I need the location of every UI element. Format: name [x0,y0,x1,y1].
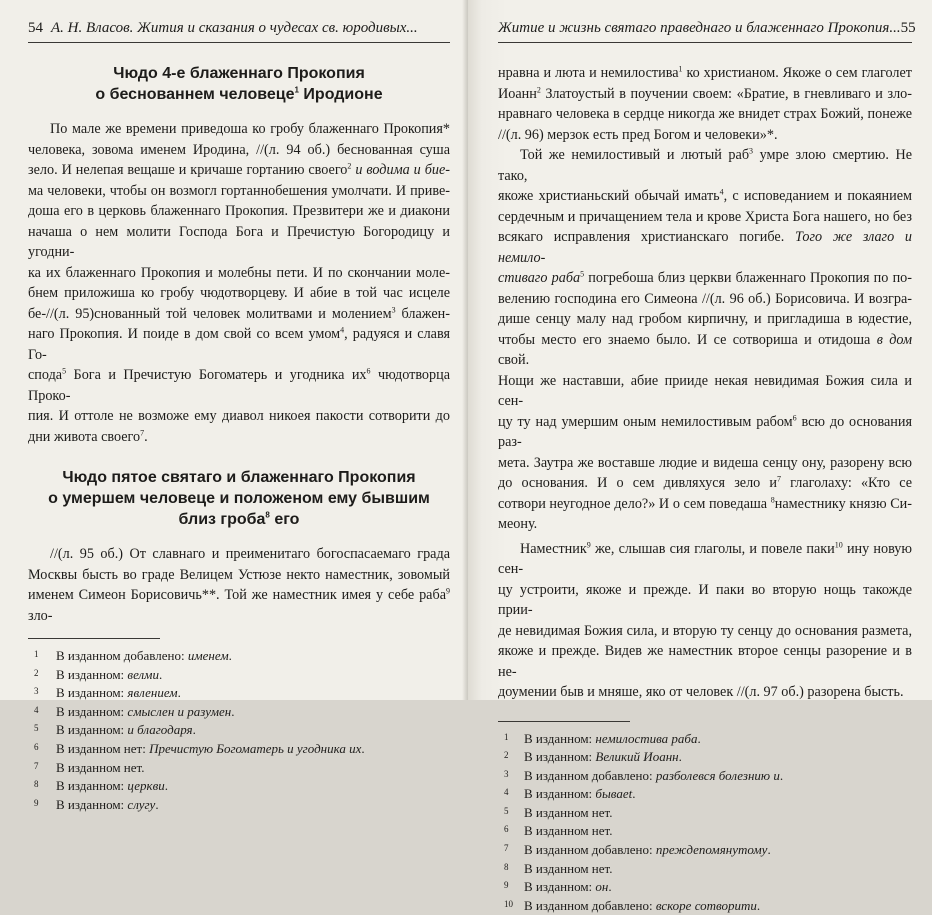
paragraph-line: меону. [498,514,912,535]
footnote-punct: . [231,704,234,719]
heading-line: Чюдо 4-е блаженнаго Прокопия [28,63,450,84]
footnote-variant: смыслен и разумен [127,704,231,719]
text: Иоанн [498,86,537,102]
footnote-punct: . [679,749,682,764]
left-footnotes [28,647,450,814]
left-page-number: 54 [28,20,43,36]
footnote [28,647,450,666]
paragraph-line: По мале же времени приведоша ко гробу блаженнаго Прокопия* [28,119,450,140]
text: чюдотворца Проко- [28,367,450,404]
paragraph-line: //(л. 96) мерзок есть пред Богом и человеки»*. [498,125,912,146]
paragraph-line [28,160,450,181]
footnote [498,748,912,767]
text: Того же злаго и немило- [498,229,912,266]
text: до основания. И о сем дивляхуся зело и [498,475,777,491]
footnote-ref: 4 [720,187,724,196]
footnote-ref: 5 [580,269,584,278]
footnote-variant: велми [127,667,159,682]
footnote-number: 8 [34,775,56,794]
footnote [498,767,912,786]
heading-line: о умершем человеце и положеном ему бывшим [28,488,450,509]
footnote-text: В изданном: [524,786,595,801]
right-footnotes [498,730,912,915]
footnote [28,759,450,778]
footnote-number: 7 [504,839,524,858]
paragraph-line: бнем приложиша ко гробу чюдотворцеву. И абие в той час исцеле [28,283,450,304]
footnote-ref: 2 [347,161,351,170]
footnote-text: В изданном добавлено: [524,842,656,857]
text: наго Прокопия. И поиде в дом свой со всем умом [28,326,340,342]
paragraph-line: доумении быв и мняше, яко от человек //(л. 97 об.) разорена бысть. [498,682,912,703]
paragraph-line: мета. Заутра же воставше людие и видеша сенцу ону, разорену всю [498,453,912,474]
paragraph-line: пия. И оттоле не возможе ему диавол никоея пакости сотворити до [28,406,450,427]
text: в дом [877,332,912,348]
footnote [28,666,450,685]
footnote-text: В изданном добавлено: [524,768,656,783]
footnote-number: 10 [504,895,524,914]
footnote-ref: 5 [62,366,66,375]
text: ко христианом. Якоже о сем глаголет [683,65,912,81]
footnote-ref: 6 [367,366,371,375]
footnote [498,878,912,897]
paragraph-line [498,494,912,515]
footnote-ref: 7 [140,428,144,437]
footnote-ref: 8 [771,495,775,504]
paragraph-line [498,473,912,494]
footnote-punct: . [159,667,162,682]
footnote-punct: . [178,685,181,700]
paragraph-line: сердечным и причащением тела и крове Христа Бога нашего, но без [498,207,912,228]
footnote-punct: . [757,898,760,913]
footnote-variant: слугу [127,797,155,812]
text: наместнику князю [775,496,887,512]
footnote-number: 6 [504,820,524,839]
paragraph-line [498,268,912,289]
right-page-number: 55 [901,18,916,38]
footnote-punct: . [361,741,364,756]
footnote-number: 2 [504,746,524,765]
heading-line: Чюдо пятое святаго и блаженнаго Прокопия [28,467,450,488]
paragraph-line [28,324,450,365]
footnote-number: 4 [34,701,56,720]
footnote-punct: . [229,648,232,663]
text: глаголаху: «Кто се [781,475,912,491]
footnote-punct: . [780,768,783,783]
footnote-variant: явлением [127,685,177,700]
text: сотвори неугодное дело?» И о сем поведаша [498,496,771,512]
footnote-ref: 3 [392,305,396,314]
text: цу ту над умершим оным немилостивым рабом [498,414,793,430]
footnote-ref: 7 [777,474,781,483]
footnote-ref: 4 [340,325,344,334]
text: блажен- [402,306,450,322]
footnote-variant: Великий Иоанн [595,749,678,764]
text: нравна и люта и немилостива [498,65,679,81]
footnote [498,730,912,749]
text: спода [28,367,62,383]
footnote-number: 3 [504,765,524,784]
footnote-variant: преждепомянутому [656,842,768,857]
right-running-title: Житие и жизнь святаго праведнаго и блаженнаго Прокопия... [498,18,901,38]
text: умре злою смертию. Не тако, [498,147,912,184]
paragraph-line [498,539,912,580]
footnote-number: 9 [504,876,524,895]
text: Бога и Пречистую Богоматерь и угодника их [66,367,366,383]
footnote-ref: 9 [587,540,591,549]
footnote [498,785,912,804]
footnote-text: В изданном: [524,749,595,764]
footnote-number: 5 [504,802,524,821]
text: Златоустый в поучении своем: «Братие, в гневливаго и зло- [541,86,912,102]
footnote-text: В изданном: [524,731,595,746]
footnote-text: В изданном: [524,879,595,894]
footnote-punct: . [632,786,635,801]
text: зело. И нелепая вещаше и кричаше гортанию своего [28,162,347,178]
footnote-ref: 8 [265,511,269,520]
footnote-text: В изданном: [56,704,127,719]
text: Наместник [520,541,587,557]
text: стиваго раба [498,270,580,286]
text: именем Симеон Борисовичь**. Той же наместник имея у себе раба [28,587,446,603]
footnote-punct: . [608,879,611,894]
text: и водима и бие- [355,162,450,178]
footnote-text: В изданном нет. [524,823,613,838]
footnote-text: В изданном нет. [56,760,145,775]
footnote-number: 8 [504,858,524,877]
right-page [468,0,932,700]
footnote [28,796,450,815]
text: , с исповеданием и покаянием [724,188,912,204]
footnote [28,740,450,759]
footnote-ref: 2 [537,85,541,94]
text: бе-//(л. 95)снованный той человек молитвами и молением [28,306,392,322]
left-page [0,0,468,700]
footnote-variant: разболевся болезнию и [656,768,780,783]
paragraph-line [498,330,912,371]
footnote-text: В изданном: [56,722,127,737]
footnote-variant: церкви [127,778,164,793]
footnote [498,860,912,879]
left-running-title: А. Н. Власов. Жития и сказания о чудесах св. юродивых... [51,20,418,36]
right-running-head [498,18,912,43]
text: зло- [28,608,53,624]
footnote-text: В изданном добавлено: [524,898,656,913]
footnote-text: В изданном: [56,797,127,812]
paragraph-line [498,145,912,186]
footnote-ref: 10 [835,540,843,549]
text: ину новую сен- [498,541,912,578]
paragraph-line: цу устроити, якоже и прежде. И паки во вторую нощь такожде прии- [498,580,912,621]
footnote-rule [498,721,630,722]
footnote-ref: 1 [295,86,299,95]
footnote-text: В изданном: [56,685,127,700]
footnote-text: В изданном: [56,778,127,793]
footnote-text: В изданном нет: [56,741,149,756]
footnote-text: В изданном нет. [524,805,613,820]
heading-text: Иродионе [303,86,382,103]
footnote [498,822,912,841]
paragraph-line: //(л. 95 об.) От славнаго и преименитаго богоспасаемаго града [28,544,450,565]
text: чтобы место его знаемо было. И се сотвориша и отидоша [498,332,877,348]
paragraph-line: начаша о нем молити Господа Бога и Пречистую Богородицу и угодни- [28,222,450,263]
paragraph-line: де невидимая Божия сила, и вторую ту сенцу до основания размета, [498,621,912,642]
footnote-variant: бываеt [595,786,632,801]
footnote-text: В изданном нет. [524,861,613,876]
paragraph-line: ма человеки, чтобы он возмогл гортаннобешения умолчати. И приве- [28,181,450,202]
paragraph-line: якоже и прежде. Видев же наместник второе сенцы разорение и в не- [498,641,912,682]
footnote [498,897,912,915]
paragraph-line [28,304,450,325]
heading-text: о беснованнем человеце [95,86,294,103]
footnote-ref: 1 [679,64,683,73]
footnote-rule [28,638,160,639]
footnote-number: 1 [504,728,524,747]
paragraph-line [498,84,912,105]
footnote-variant: и благодаря [127,722,192,737]
paragraph-line: велению господина его Симеона //(л. 96 об.) Борисовича. И возгра- [498,289,912,310]
footnote [28,777,450,796]
paragraph-line [498,63,912,84]
paragraph-line: дише сенцу малу над гробом кирпичну, и пригладиша в юдестие, [498,309,912,330]
footnote-number: 6 [34,738,56,757]
footnote-number: 4 [504,783,524,802]
footnote-variant: вскоре сотворити [656,898,757,913]
paragraph-line: Москвы бысть во граде Велицем Устюзе некто наместник, зовомый [28,565,450,586]
paragraph-line: доша его в церковь блаженнаго Прокопия. Презвитери же и диакони [28,201,450,222]
text: дни живота своего [28,429,140,445]
footnote-punct: . [697,731,700,746]
heading-line [28,84,450,105]
text: Си- [887,496,912,512]
paragraph-line: нравнаго человека в сердце никогда же внидет страх Божий, понеже [498,104,912,125]
paragraph-line: дни живота своего$^7$. [28,427,450,448]
paragraph-line [498,412,912,453]
paragraph-line [498,186,912,207]
footnote-punct: . [165,778,168,793]
paragraph-line [28,585,450,626]
paragraph-line: ка их блаженнаго Прокопия и молебны пети. И по скончании моле- [28,263,450,284]
footnote-variant: немилостива раба [595,731,697,746]
text: свой. [498,352,529,368]
spacer [28,447,450,467]
footnote-number: 3 [34,682,56,701]
footnote-variant: он [595,879,608,894]
text: всякаго исправления христианскаго погибе. [498,229,795,245]
text: Той же немилостивый и лютый раб [520,147,749,163]
footnote-number: 9 [34,794,56,813]
heading-line [28,509,450,530]
paragraph-line [498,227,912,268]
heading-text: близ гроба [179,511,266,528]
paragraph-line: Нощи же наставши, абие прииде некая невидимая Божия сила и сен- [498,371,912,412]
paragraph-line: человека, зовома именем Иродина, //(л. 94 об.) беснованная суша [28,140,450,161]
footnote-number: 1 [34,645,56,664]
footnote-punct: . [767,842,770,857]
miracle-5-heading [28,467,450,530]
footnote [498,804,912,823]
footnote [28,721,450,740]
text: всю до основания раз- [498,414,912,451]
footnote-ref: 9 [446,586,450,595]
paragraph-line [28,365,450,406]
footnote [498,841,912,860]
footnote [28,703,450,722]
miracle-4-heading [28,63,450,105]
footnote-number: 7 [34,757,56,776]
footnote-ref: 6 [793,413,797,422]
text: якоже христианьский обычай имать [498,188,720,204]
text: , радуяся и славя Го- [28,326,450,363]
left-running-head [28,18,450,43]
footnote-text: В изданном: [56,667,127,682]
footnote-number: 5 [34,719,56,738]
footnote-number: 2 [34,664,56,683]
footnote-variant: именем [188,648,229,663]
footnote-ref: 3 [749,146,753,155]
text: погребоша близ церкви блаженнаго Прокопия по по- [584,270,912,286]
footnote-punct: . [155,797,158,812]
heading-text: его [274,511,299,528]
text: же, слышав сия глаголы, и повеле паки [591,541,835,557]
footnote-variant: Пречистую Богоматерь и угодника их [149,741,361,756]
footnote-punct: . [193,722,196,737]
footnote-text: В изданном добавлено: [56,648,188,663]
